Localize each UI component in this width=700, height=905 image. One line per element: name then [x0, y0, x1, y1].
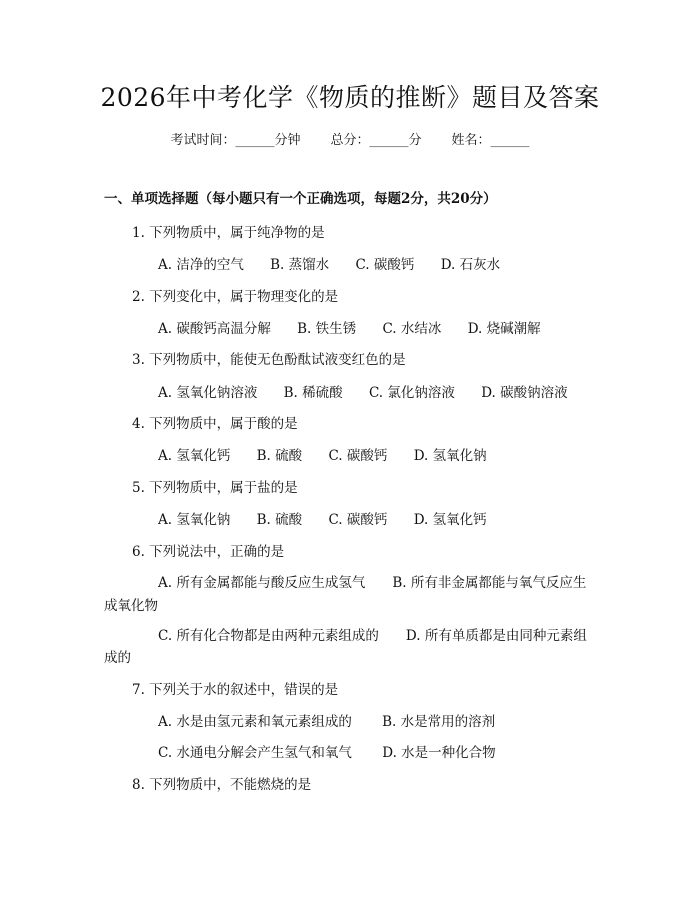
question-7-stem: 7. 下列关于水的叙述中，错误的是	[132, 682, 339, 698]
question-3-options	[158, 383, 590, 403]
option-a: A. 氢氧化钠	[158, 512, 231, 528]
question-4-options	[158, 446, 509, 466]
page-title: 2026年中考化学《物质的推断》题目及答案	[100, 83, 600, 112]
option-d: D. 水是一种化合物	[382, 745, 496, 761]
total-score-field: 总分：______分	[330, 133, 422, 148]
option-c: C. 碳酸钙	[328, 448, 388, 464]
option-d: D. 烧碱潮解	[467, 321, 541, 337]
student-name-field: 姓名：______	[451, 133, 530, 148]
question-5-options	[158, 510, 509, 530]
option-d: D. 碳酸钠溶液	[481, 385, 568, 401]
option-a: A. 洁净的空气	[158, 257, 244, 273]
question-6-options-line-2: 成氧化物	[104, 598, 158, 614]
option-d: D. 氢氧化钙	[413, 512, 487, 528]
option-a: A. 氢氧化钠溶液	[158, 385, 258, 401]
option-c: C. 水结冰	[382, 321, 442, 337]
option-b: B. 水是常用的溶剂	[382, 714, 496, 730]
question-8-stem: 8. 下列物质中，不能燃烧的是	[132, 777, 312, 793]
option-c: C. 碳酸钙	[328, 512, 388, 528]
question-6-options-line-3: C. 所有化合物都是由两种元素组成的 D. 所有单质都是由同种元素组	[158, 628, 587, 644]
question-6-options-line-4: 成的	[104, 650, 131, 666]
option-c: C. 碳酸钙	[355, 257, 415, 273]
option-b: B. 铁生锈	[297, 321, 357, 337]
option-d: D. 氢氧化钠	[413, 448, 487, 464]
option-b: B. 硫酸	[256, 512, 303, 528]
question-2-options	[158, 319, 563, 339]
question-5-stem: 5. 下列物质中，属于盐的是	[132, 480, 298, 496]
exam-time-field: 考试时间：______分钟	[170, 133, 301, 148]
question-4-stem: 4. 下列物质中，属于酸的是	[132, 416, 298, 432]
option-a: A. 水是由氢元素和氧元素组成的	[158, 714, 352, 730]
option-c: C. 水通电分解会产生氢气和氧气	[158, 745, 352, 761]
question-7-options-row-2	[158, 743, 518, 763]
option-a: A. 碳酸钙高温分解	[158, 321, 271, 337]
option-b: B. 稀硫酸	[283, 385, 343, 401]
question-6-stem: 6. 下列说法中，正确的是	[132, 544, 285, 560]
question-2-stem: 2. 下列变化中，属于物理变化的是	[132, 289, 339, 305]
option-c: C. 氯化钠溶液	[368, 385, 455, 401]
question-1-stem: 1. 下列物质中，属于纯净物的是	[132, 225, 325, 241]
question-7-options-row-1	[158, 712, 517, 732]
question-6-options-line-1: A. 所有金属都能与酸反应生成氢气 B. 所有非金属都能与氧气反应生	[158, 575, 587, 591]
question-3-stem: 3. 下列物质中，能使无色酚酞试液变红色的是	[132, 352, 406, 368]
option-d: D. 石灰水	[440, 257, 501, 273]
exam-info-line	[0, 131, 700, 151]
question-1-options	[158, 255, 522, 275]
option-b: B. 蒸馏水	[270, 257, 330, 273]
option-b: B. 硫酸	[256, 448, 303, 464]
option-a: A. 氢氧化钙	[158, 448, 231, 464]
section-heading: 一、单项选择题（每小题只有一个正确选项，每题2分，共20分）	[104, 191, 497, 207]
